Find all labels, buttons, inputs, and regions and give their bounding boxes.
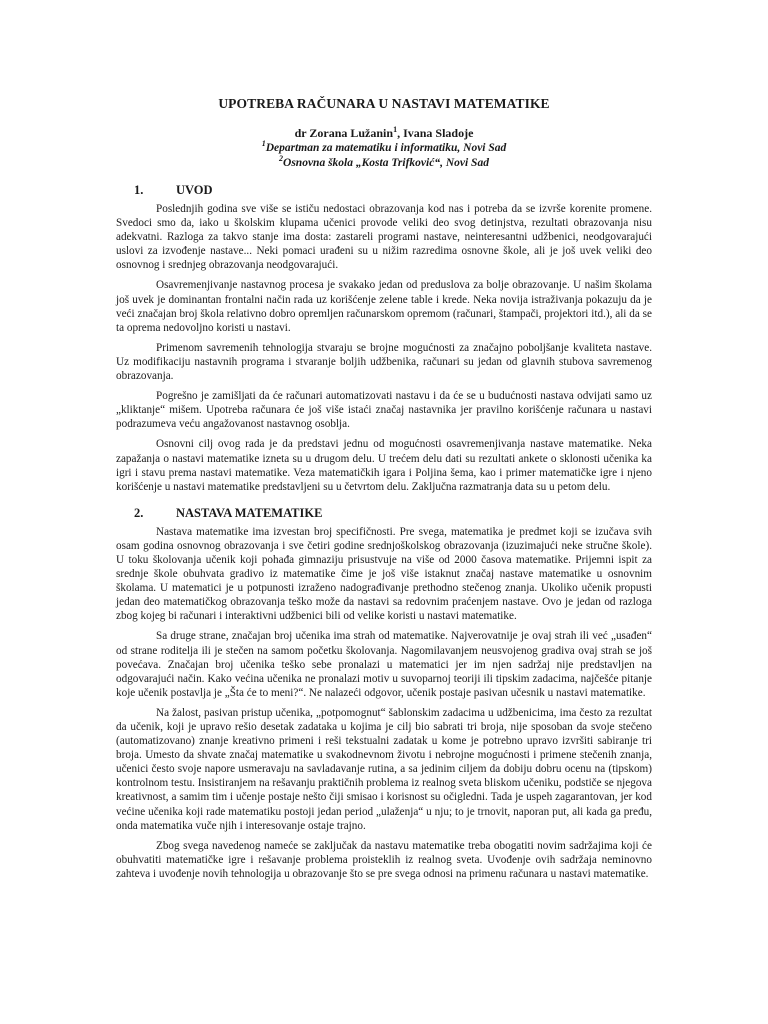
paper-page	[116, 96, 652, 887]
affiliation-2	[116, 156, 652, 171]
section-2-paragraph: Sa druge strane, značajan broj učenika ima strah od matematike. Najverovatnije je ovaj strah ili već „usađen“ od strane roditelja ili je stečen na samom početku školovanja. Nagomilavanjem neusvojenog gradiva ovaj strah se još povećava. Značajan broj učenika teško sebe pronalazi u matematici jer im njen sadržaj nije predstavljen na odgovarajući način. Kako većina učenika ne pronalazi motiv u suvoparnoj teoriji ili tipskim zadacima, najčešće pitanje koje učenik postavlja je „Šta će to meni?“. Ne nalazeći odgovor, učenik postaje pasivan učesnik u nastavi matematike.	[116, 630, 652, 699]
affiliation-1	[116, 141, 652, 156]
section-1-paragraph: Osnovni cilj ovog rada je da predstavi jednu od mogućnosti osavremenjivanja nastave matematike. Neka zapažanja o nastavi matematike izneta su u drugom delu. U trećem delu dati su rezultati ankete o sklonosti učenika ka igri i stavu prema nastavi matematike. Veza matematičkih igara i Poljina šema, kao i primer matematičke igre i njeno korišćenje u nastavi matematike predstavljeni su u četvrtom delu. Zaključna razmatranja data su u petom delu.	[116, 438, 652, 493]
author-1-sup: 1	[393, 125, 398, 134]
section-1-paragraph: Primenom savremenih tehnologija stvaraju se brojne mogućnosti za značajno poboljšanje kvaliteta nastave. Uz modifikaciju nastavnih programa i stvaranje boljih udžbenika, računari su jedan od glavnih stubova savremenog obrazovanja.	[116, 341, 652, 383]
section-2-paragraph: Na žalost, pasivan pristup učenika, „potpomognut“ šablonskim zadacima u udžbenicima, ima često za rezultat da učenik, koji je upravo rešio desetak zadataka u kojima je cilj bio sabrati tri broja, nije sposoban da svoje stečeno (automatizovano) znanje kreativno primeni i reši tekstualni zadatak u kome je potrebno upravo izvršiti sabiranje tri broja. Umesto da shvate značaj matematike u svakodnevnom životu i nebrojne mogućnosti i primene stečenih znanja, učenici često svoje napore usmeravaju na savladavanje rutina, a sa jedinim ciljem da dobiju dobru ocenu na (tipskom) kontrolnom testu. Insistiranjem na rešavanju praktičnih problema iz realnog sveta bliskom učeniku, podstiče se njegova kreativnost, a samim tim i učenje postaje nešto čiji smisao i korisnost su očigledni. Tada je uspeh zagarantovan, jer kod većine učenika koji rade matematiku postoji jedan period „ulaženja“ u nju; to je trnovit, naporan put, ali kada ga pređu, onda matematika vuče njih i interesovanje ostaje trajno.	[116, 706, 652, 832]
affiliation-2-text: Osnovna škola „Kosta Trifković“, Novi Sad	[283, 157, 489, 169]
author-2: Ivana Sladoje	[403, 126, 474, 140]
authors-line	[116, 126, 652, 141]
section-1-paragraph: Pogrešno je zamišljati da će računari automatizovati nastavu i da će se u budućnosti nastava odvijati samo uz „kliktanje“ mišem. Upotreba računara će još više istaći značaj nastavnika jer pravilno korišćenje računara u nastavi podrazumeva veću angažovanost nastavnog osoblja.	[116, 390, 652, 431]
section-2-paragraph: Nastava matematike ima izvestan broj specifičnosti. Pre svega, matematika je predmet koji se izučava svih osam godina osnovnog obrazovanja i sve četiri godine srednjoškolskog obrazovanja (izuzimajući neke stručne škole). U toku školovanja učenik koji pohađa gimnaziju prisustvuje na više od 2000 časova matematike. Prijemni ispit za srednje škole obuhvata gradivo iz matematike čime je još više istaknut značaj nastave matematike u osnovnim školama. U matematici je u potpunosti izraženo nadograđivanje prethodno stečenog znanja. Ukoliko učenik propusti jedan deo matematičkog obrazovanja teško može da nastavi sa redovnim praćenjem nastave. Ovo je jedan od razloga zbog kojeg bi računari i interaktivni udžbenici bili od velike koristi u nastavi matematike.	[116, 525, 652, 623]
section-1-paragraph: Osavremenjivanje nastavnog procesa je svakako jedan od preduslova za bolje obrazovanje. U našim školama još uvek je dominantan frontalni način rada uz korišćenje zelene table i krede. Neka novija istraživanja pokazuju da je veći značajan broj škola relativno dobro opremljen računarskom opremom (računari, štampači, projektori itd.), ali da se ta oprema nedovoljno koristi u nastavi.	[116, 279, 652, 334]
section-1-title: UVOD	[176, 183, 213, 197]
author-separator: ,	[397, 126, 404, 140]
affiliation-1-sup: 1	[261, 139, 266, 149]
paper-title: UPOTREBA RAČUNARA U NASTAVI MATEMATIKE	[218, 96, 550, 111]
section-1-number: 1.	[134, 183, 144, 197]
section-2-heading	[116, 506, 652, 521]
author-1: dr Zorana Lužanin	[294, 126, 394, 140]
affiliation-1-text: Departman za matematiku i informatiku, Novi Sad	[265, 142, 507, 154]
section-1-paragraph: Poslednjih godina sve više se ističu nedostaci obrazovanja kod nas i potreba da se izvrše korenite promene. Svedoci smo da, iako u školskim klupama učenici provode veliki deo svog detinjstva, rezultati obrazovanja nisu adekvatni. Razloga za takvo stanje ima dosta: zastareli programi nastave, neinteresantni udžbenici, neodgovarajući uslovi za izvođenje nastave... Neki pomaci urađeni su u nižim razredima osnovne škole, ali je još uvek veliki deo osnovnog i srednjeg obrazovanja neodgovarajući.	[116, 203, 652, 272]
section-2-title: NASTAVA MATEMATIKE	[176, 505, 323, 520]
affiliation-2-sup: 2	[279, 154, 284, 164]
section-2-number: 2.	[134, 505, 144, 520]
section-1-heading	[116, 183, 652, 198]
section-2-paragraph: Zbog svega navedenog nameće se zaključak da nastavu matematike treba obogatiti novim sadržajima koji će obuhvatiti matematičke igre i rešavanje problema proisteklih iz realnog sveta. Uvođenje ovih sadržaja neminovno zahteva i uvođenje novih tehnologija u obrazovanje što se pre svega odnosi na primenu računara u nastavi matematike.	[116, 839, 652, 880]
